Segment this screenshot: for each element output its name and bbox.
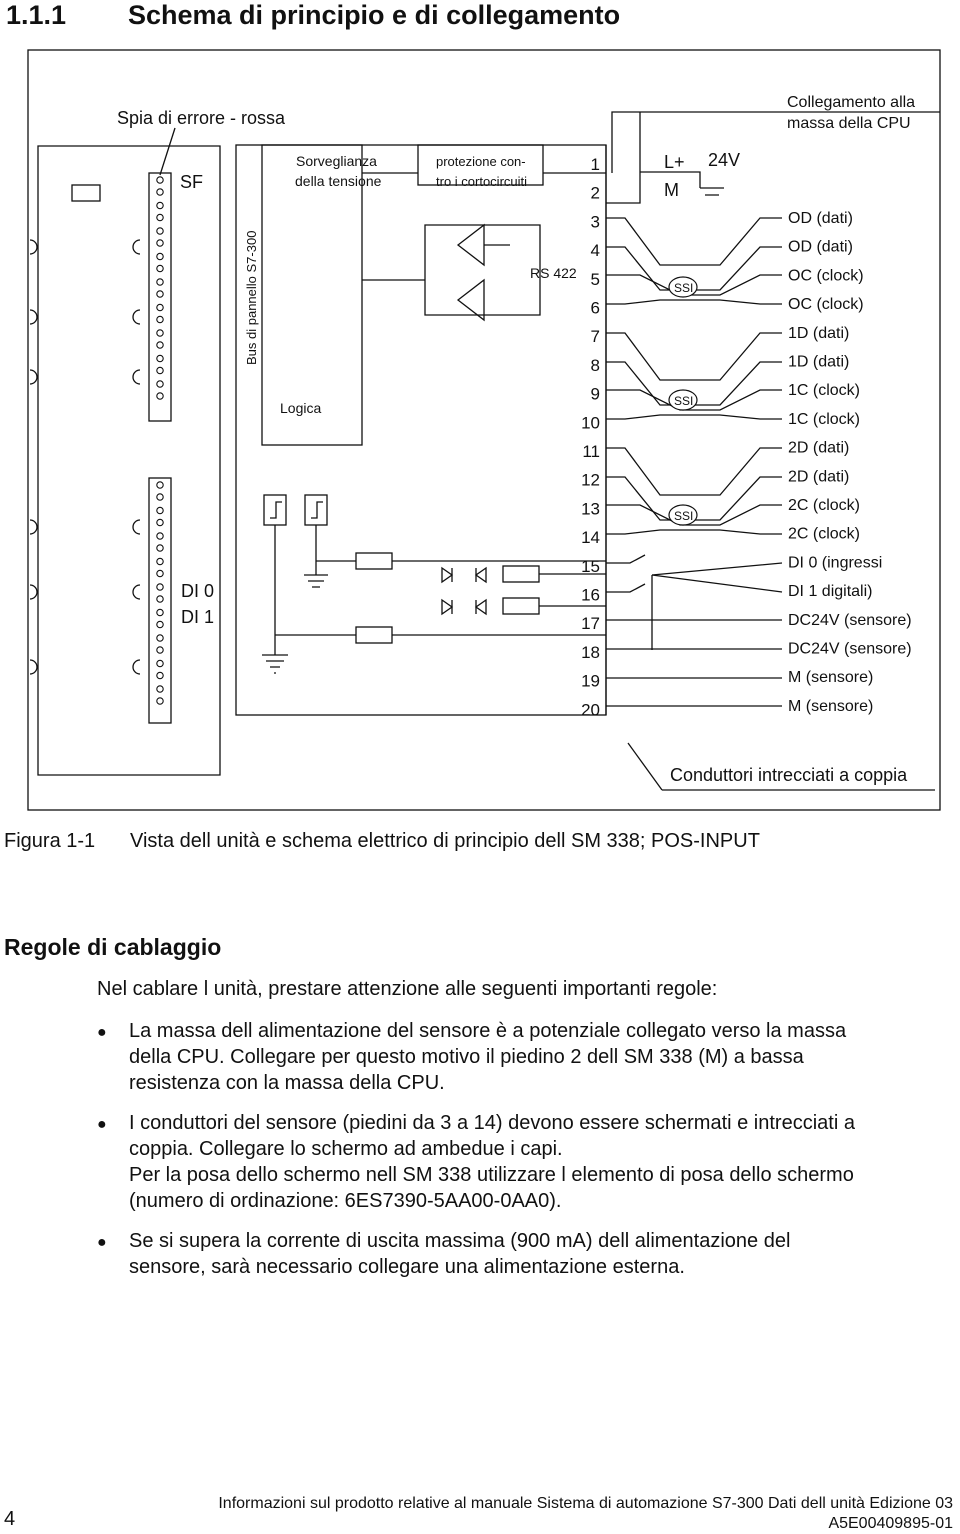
signal-label: 1C (clock)	[788, 410, 861, 428]
terminal-point	[157, 660, 163, 666]
internal-circuit-frame	[236, 145, 606, 715]
terminal-point	[157, 584, 163, 590]
ssi-label-1: SSI	[674, 281, 694, 295]
pin-number: 6	[590, 298, 600, 318]
terminal-point	[157, 240, 163, 246]
signal-label: DC24V (sensore)	[788, 611, 912, 629]
terminal-point	[157, 494, 163, 500]
terminal-point	[157, 189, 163, 195]
figure-caption-text: Vista dell unità e schema elettrico di principio dell SM 338; POS-INPUT	[130, 830, 760, 852]
signal-label: DI 1 digitali)	[788, 583, 873, 601]
terminal-point	[157, 533, 163, 539]
signal-label: 2D (dati)	[788, 468, 850, 486]
24v-label: 24V	[708, 150, 741, 170]
terminal-point	[157, 672, 163, 678]
signal-label: 2C (clock)	[788, 497, 861, 514]
terminal-point	[157, 545, 163, 551]
pin-number: 10	[581, 413, 600, 433]
terminal-point	[157, 279, 163, 285]
sf-label: SF	[180, 172, 204, 192]
pin-number: 16	[581, 585, 600, 605]
pin-number: 13	[581, 499, 600, 519]
rs422-driver-box	[425, 225, 540, 315]
cpu-ground-label-2: massa della CPU	[787, 115, 911, 132]
pin-number: 14	[581, 528, 600, 548]
section-title: Schema di principio e di collegamento	[128, 0, 621, 30]
terminal-point	[157, 596, 163, 602]
terminal-point	[157, 304, 163, 310]
pin-number: 3	[590, 212, 600, 232]
terminal-point	[157, 342, 163, 348]
terminal-point	[157, 291, 163, 297]
terminal-point	[157, 393, 163, 399]
signal-label: DI 0 (ingressi	[788, 554, 883, 572]
signal-label: DC24V (sensore)	[788, 640, 912, 658]
logic-label: Logica	[280, 400, 322, 416]
signal-label: 2C (clock)	[788, 525, 861, 543]
signal-labels	[788, 210, 912, 715]
pin-number: 18	[581, 642, 600, 662]
terminal-point	[157, 367, 163, 373]
pin-number: 1	[590, 155, 600, 174]
pin-number: 19	[581, 671, 600, 691]
terminal-point	[157, 698, 163, 704]
module-resistor	[72, 185, 100, 201]
section-number: 1.1.1	[6, 0, 67, 30]
page-number: 4	[4, 1508, 16, 1530]
pin-number: 15	[581, 556, 600, 576]
bullet-icon: ●	[97, 1024, 107, 1041]
error-led-label: Spia di errore - rossa	[117, 108, 286, 128]
signal-label: 1D (dati)	[788, 353, 850, 371]
terminal-point	[157, 355, 163, 361]
voltage-monitor-label-2: della tensione	[295, 173, 382, 189]
terminal-point	[157, 609, 163, 615]
pin-number: 20	[581, 700, 600, 720]
terminal-point	[157, 381, 163, 387]
m-label: M	[664, 180, 679, 200]
backplane-label: Bus di pannello S7-300	[244, 230, 259, 365]
bullet-icon: ●	[97, 1116, 107, 1133]
di1-label: DI 1	[181, 607, 215, 627]
pin-number: 8	[590, 355, 600, 375]
pin-number: 17	[581, 614, 600, 634]
voltage-monitor-label-1: Sorveglianza	[296, 153, 377, 169]
rule-item: I conduttori del sensore (piedini da 3 a 14) devono essere schermati e intrecciati a coppia. Collegare lo schermo ad ambedue i capi. Per la posa dello schermo nell SM 338 utilizzare l elemento di posa dello schermo (numero di ordinazione: 6ES7390-5AA00-0AA0).	[129, 1112, 855, 1212]
terminal-point	[157, 686, 163, 692]
twisted-pair-label: Conduttori intrecciati a coppia	[670, 765, 908, 785]
footer-text: Informazioni sul prodotto relative al manuale Sistema di automazione S7-300 Dati dell unità Edizione 03 A5E00409895-01	[218, 1495, 953, 1532]
pin-number: 5	[590, 269, 600, 289]
terminal-point	[157, 228, 163, 234]
short-circuit-label-1: protezione con-	[436, 154, 526, 169]
signal-label: OC (clock)	[788, 296, 864, 314]
terminal-point	[157, 482, 163, 488]
terminal-point	[157, 570, 163, 576]
terminal-point	[157, 507, 163, 513]
short-circuit-label-2: tro i cortocircuiti	[436, 174, 528, 189]
pin-number: 11	[582, 442, 600, 461]
terminal-point	[157, 177, 163, 183]
terminal-blocks	[157, 177, 163, 704]
terminal-point	[157, 519, 163, 525]
rules-heading: Regole di cablaggio	[4, 934, 222, 960]
rule-item: La massa dell alimentazione del sensore è a potenziale collegato verso la massa della CPU. Collegare per questo motivo il piedino 2 dell SM 338 (M) a bassa resistenza con la massa della CPU.	[129, 1020, 847, 1094]
pin-number: 7	[590, 327, 600, 347]
terminal-point	[157, 330, 163, 336]
terminal-point	[157, 647, 163, 653]
signal-label: 1D (dati)	[788, 324, 850, 342]
rule-item: Se si supera la corrente di uscita massima (900 mA) dell alimentazione del sensore, sarà necessario collegare una alimentazione esterna.	[129, 1230, 791, 1278]
lplus-label: L+	[664, 152, 685, 172]
signal-label: OD (dati)	[788, 238, 853, 256]
signal-label: M (sensore)	[788, 697, 874, 715]
di0-label: DI 0	[181, 581, 215, 601]
ssi-label-2: SSI	[674, 394, 694, 408]
terminal-point	[157, 202, 163, 208]
terminal-point	[157, 214, 163, 220]
module-outline	[38, 146, 220, 775]
terminal-point	[157, 558, 163, 564]
terminal-point	[157, 253, 163, 259]
cpu-ground-label-1: Collegamento alla	[787, 94, 916, 111]
rs422-label: RS 422	[530, 265, 577, 281]
signal-label: 2D (dati)	[788, 439, 850, 457]
terminal-point	[157, 316, 163, 322]
signal-label: OD (dati)	[788, 210, 853, 227]
pin-number: 9	[590, 384, 600, 404]
pin-number: 12	[581, 470, 600, 490]
pin-number: 4	[590, 241, 600, 261]
terminal-point	[157, 621, 163, 627]
pin-number: 2	[590, 183, 600, 203]
signal-label: OC (clock)	[788, 267, 864, 285]
terminal-point	[157, 265, 163, 271]
rules-intro: Nel cablare l unità, prestare attenzione alle seguenti importanti regole:	[97, 978, 718, 1000]
bullet-icon: ●	[97, 1234, 107, 1251]
terminal-point	[157, 635, 163, 641]
ssi-label-3: SSI	[674, 509, 694, 523]
figure-caption-label: Figura 1-1	[4, 830, 96, 852]
signal-label: 1C (clock)	[788, 382, 861, 400]
signal-label: M (sensore)	[788, 669, 874, 687]
